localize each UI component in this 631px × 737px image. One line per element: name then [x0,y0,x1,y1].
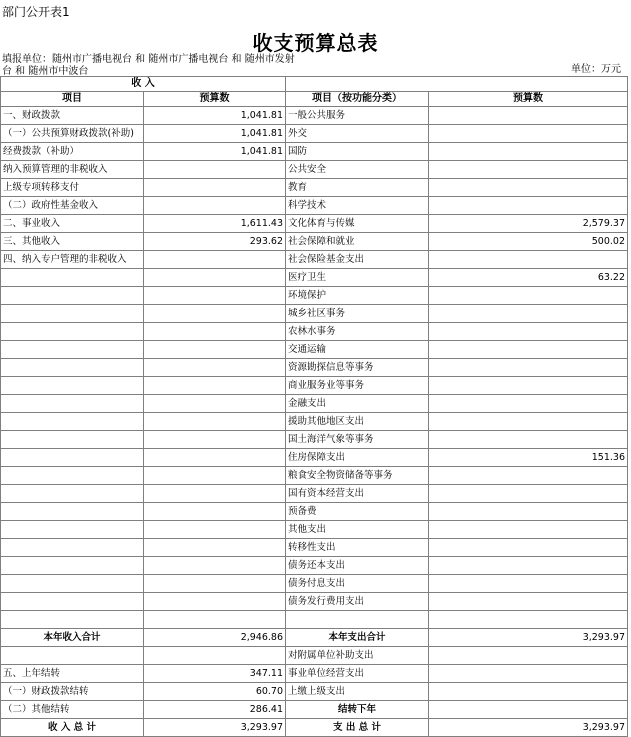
expense-amount-cell [429,197,628,215]
income-amount-cell [144,593,286,611]
table-row [1,179,628,197]
expense-amount-cell [429,341,628,359]
income-item-cell: 三、其他收入 [1,233,144,251]
expense-amount-cell [429,485,628,503]
income-amount-cell [144,179,286,197]
table-row [1,683,628,701]
income-item-cell [1,557,144,575]
income-amount-cell [144,341,286,359]
expense-amount-cell [429,575,628,593]
expense-item-cell: 资源勘探信息等事务 [286,359,429,377]
income-amount-cell [144,611,286,629]
expense-amount-cell: 2,579.37 [429,215,628,233]
table-row [1,665,628,683]
expense-amount-cell: 3,293.97 [429,719,628,737]
expense-item-cell: 教育 [286,179,429,197]
expense-amount-cell [429,251,628,269]
income-amount-cell [144,251,286,269]
income-item-cell [1,287,144,305]
income-item-cell: 五、上年结转 [1,665,144,683]
expense-section-header [286,77,628,92]
income-amount-cell [144,467,286,485]
table-row [1,719,628,737]
income-amount-cell: 286.41 [144,701,286,719]
expense-amount-cell [429,647,628,665]
expense-item-cell: 交通运输 [286,341,429,359]
income-amount-cell [144,431,286,449]
table-row [1,341,628,359]
table-row [1,107,628,125]
col-header-expense-item: 项目（按功能分类） [286,92,429,107]
expense-amount-cell [429,125,628,143]
expense-amount-cell [429,179,628,197]
income-item-cell [1,305,144,323]
expense-item-cell: 债务付息支出 [286,575,429,593]
expense-amount-cell [429,413,628,431]
income-amount-cell [144,539,286,557]
expense-amount-cell [429,593,628,611]
expense-item-cell: 农林水事务 [286,323,429,341]
expense-item-cell: 医疗卫生 [286,269,429,287]
expense-item-cell: 本年支出合计 [286,629,429,647]
expense-item-cell: 结转下年 [286,701,429,719]
unit-label: 单位：万元 [571,64,621,75]
expense-item-cell: 援助其他地区支出 [286,413,429,431]
income-item-cell [1,377,144,395]
expense-amount-cell [429,431,628,449]
table-row [1,287,628,305]
income-amount-cell [144,269,286,287]
expense-amount-cell [429,467,628,485]
expense-item-cell: 债务还本支出 [286,557,429,575]
expense-item-cell [286,611,429,629]
col-header-income-amount: 预算数 [144,92,286,107]
income-item-cell [1,395,144,413]
table-row [1,251,628,269]
income-amount-cell: 293.62 [144,233,286,251]
expense-item-cell: 转移性支出 [286,539,429,557]
table-row [1,377,628,395]
table-row [1,305,628,323]
table-row [1,197,628,215]
income-amount-cell [144,413,286,431]
income-item-cell: 一、财政拨款 [1,107,144,125]
income-item-cell [1,413,144,431]
income-amount-cell [144,305,286,323]
income-amount-cell [144,359,286,377]
expense-amount-cell: 500.02 [429,233,628,251]
income-amount-cell: 1,041.81 [144,143,286,161]
table-row [1,449,628,467]
table-row [1,269,628,287]
col-header-income-item: 项目 [1,92,144,107]
table-row [1,521,628,539]
expense-item-cell: 上缴上级支出 [286,683,429,701]
expense-amount-cell: 3,293.97 [429,629,628,647]
table-row [1,647,628,665]
expense-item-cell: 国土海洋气象等事务 [286,431,429,449]
table-row [1,611,628,629]
income-amount-cell: 2,946.86 [144,629,286,647]
expense-amount-cell [429,521,628,539]
income-item-cell [1,611,144,629]
expense-amount-cell: 151.36 [429,449,628,467]
expense-amount-cell [429,539,628,557]
income-item-cell [1,485,144,503]
expense-item-cell: 社会保障和就业 [286,233,429,251]
table-row [1,431,628,449]
income-item-cell [1,575,144,593]
expense-amount-cell [429,701,628,719]
expense-item-cell: 城乡社区事务 [286,305,429,323]
table-row [1,701,628,719]
column-header-row [1,92,628,107]
expense-amount-cell [429,611,628,629]
expense-item-cell: 文化体育与传媒 [286,215,429,233]
expense-item-cell: 外交 [286,125,429,143]
income-amount-cell [144,557,286,575]
budget-table [0,76,628,737]
table-row [1,539,628,557]
expense-amount-cell [429,287,628,305]
income-item-cell [1,269,144,287]
income-section-header: 收 入 [1,77,286,92]
income-item-cell: 上级专项转移支付 [1,179,144,197]
income-item-cell [1,341,144,359]
income-amount-cell [144,449,286,467]
expense-item-cell: 支 出 总 计 [286,719,429,737]
income-amount-cell [144,323,286,341]
income-amount-cell [144,521,286,539]
page-title: 收支预算总表 [252,31,379,55]
expense-item-cell: 金融支出 [286,395,429,413]
sheet-label: 部门公开表1 [2,5,70,19]
expense-amount-cell: 63.22 [429,269,628,287]
income-item-cell: 本年收入合计 [1,629,144,647]
income-amount-cell: 60.70 [144,683,286,701]
income-amount-cell [144,197,286,215]
table-row [1,323,628,341]
income-amount-cell [144,503,286,521]
expense-item-cell: 一般公共服务 [286,107,429,125]
expense-item-cell: 国防 [286,143,429,161]
income-item-cell [1,521,144,539]
expense-amount-cell [429,683,628,701]
table-row [1,503,628,521]
expense-amount-cell [429,323,628,341]
income-item-cell: 收 入 总 计 [1,719,144,737]
income-item-cell: 二、事业收入 [1,215,144,233]
expense-item-cell: 公共安全 [286,161,429,179]
table-row [1,143,628,161]
income-amount-cell: 1,041.81 [144,107,286,125]
expense-item-cell: 债务发行费用支出 [286,593,429,611]
income-amount-cell [144,161,286,179]
expense-item-cell: 其他支出 [286,521,429,539]
income-amount-cell [144,647,286,665]
income-item-cell [1,449,144,467]
table-row [1,557,628,575]
income-amount-cell: 347.11 [144,665,286,683]
income-amount-cell [144,485,286,503]
income-item-cell: （一）公共预算财政拨款(补助) [1,125,144,143]
income-item-cell [1,323,144,341]
income-item-cell: 纳入预算管理的非税收入 [1,161,144,179]
table-row [1,467,628,485]
income-amount-cell: 3,293.97 [144,719,286,737]
section-header-row [1,77,628,92]
expense-amount-cell [429,359,628,377]
income-amount-cell [144,575,286,593]
col-header-expense-amount: 预算数 [429,92,628,107]
table-row [1,359,628,377]
expense-amount-cell [429,377,628,395]
income-item-cell [1,467,144,485]
income-item-cell [1,359,144,377]
expense-item-cell: 环境保护 [286,287,429,305]
expense-item-cell: 粮食安全物资储备等事务 [286,467,429,485]
table-row [1,413,628,431]
income-amount-cell [144,287,286,305]
income-item-cell: （二）政府性基金收入 [1,197,144,215]
expense-amount-cell [429,503,628,521]
income-amount-cell [144,395,286,413]
expense-item-cell: 事业单位经营支出 [286,665,429,683]
income-amount-cell: 1,041.81 [144,125,286,143]
table-row [1,629,628,647]
expense-item-cell: 社会保险基金支出 [286,251,429,269]
table-row [1,215,628,233]
expense-amount-cell [429,395,628,413]
expense-item-cell: 住房保障支出 [286,449,429,467]
expense-amount-cell [429,161,628,179]
table-row [1,593,628,611]
expense-amount-cell [429,665,628,683]
income-item-cell: 经费拨款（补助） [1,143,144,161]
table-row [1,395,628,413]
expense-item-cell: 对附属单位补助支出 [286,647,429,665]
expense-amount-cell [429,143,628,161]
income-amount-cell [144,377,286,395]
income-amount-cell: 1,611.43 [144,215,286,233]
expense-item-cell: 科学技术 [286,197,429,215]
income-item-cell [1,647,144,665]
expense-amount-cell [429,557,628,575]
income-item-cell [1,503,144,521]
table-row [1,233,628,251]
table-row [1,575,628,593]
income-item-cell: 四、纳入专户管理的非税收入 [1,251,144,269]
income-item-cell [1,593,144,611]
income-item-cell [1,539,144,557]
expense-amount-cell [429,107,628,125]
income-item-cell: （二）其他结转 [1,701,144,719]
expense-item-cell: 预备费 [286,503,429,521]
expense-item-cell: 商业服务业等事务 [286,377,429,395]
table-row [1,125,628,143]
table-row [1,161,628,179]
expense-amount-cell [429,305,628,323]
table-row [1,485,628,503]
income-item-cell [1,431,144,449]
income-item-cell: （一）财政拨款结转 [1,683,144,701]
expense-item-cell: 国有资本经营支出 [286,485,429,503]
filler-unit: 填报单位：随州市广播电视台 和 随州市广播电视台 和 随州市发射台 和 随州市中波台 [2,54,295,77]
